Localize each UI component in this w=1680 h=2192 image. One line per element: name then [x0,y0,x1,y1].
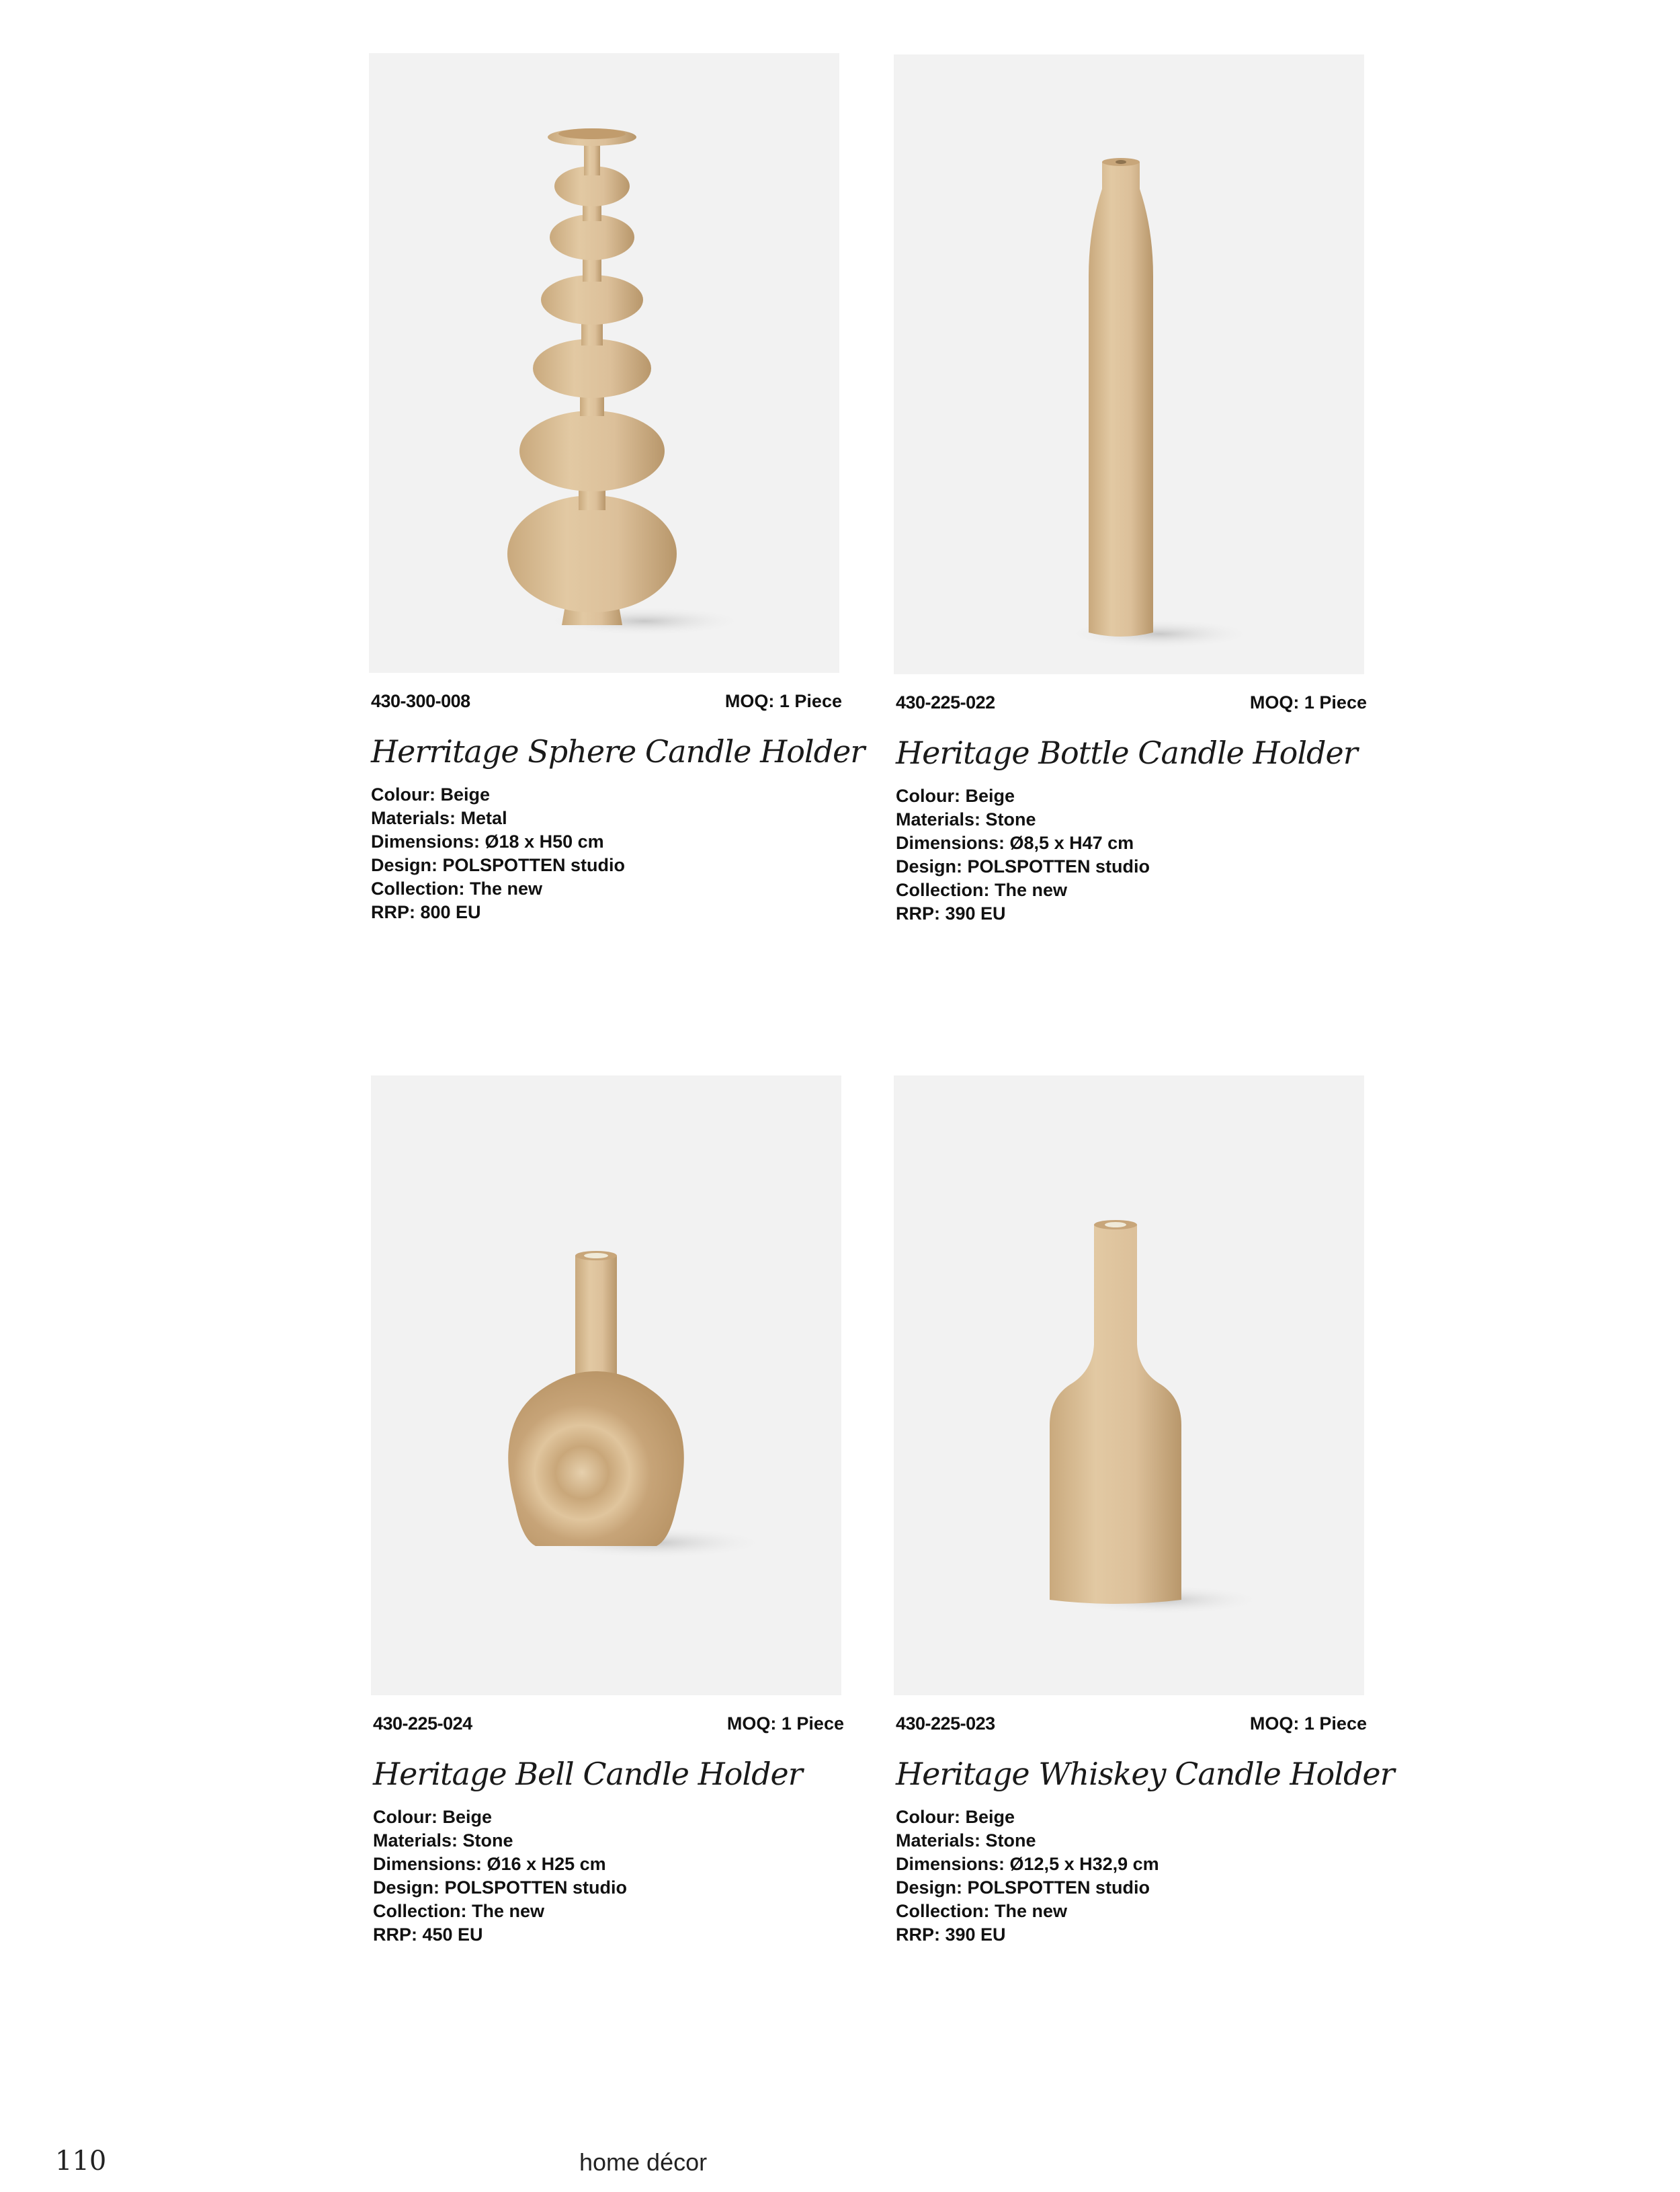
bottle-candle-holder-photo [894,54,1364,674]
spec-colour: Colour: Beige [371,784,491,805]
whiskey-candle-holder-photo [894,1075,1364,1695]
product-sku: 430-225-023 [896,1713,995,1734]
spec-collection: Collection: The new [371,879,543,899]
section-label: home décor [579,2148,708,2176]
spec-colour: Colour: Beige [896,1807,1015,1827]
product-moq: MOQ: 1 Piece [724,690,842,711]
spec-design: Design: POLSPOTTEN studio [373,1877,628,1898]
spec-colour: Colour: Beige [373,1807,493,1827]
product-moq: MOQ: 1 Piece [1249,692,1367,713]
product-specs [896,784,1150,926]
spec-collection: Collection: The new [373,1901,545,1921]
spec-design: Design: POLSPOTTEN studio [896,856,1150,877]
spec-materials: Materials: Stone [896,1830,1036,1851]
spec-rrp: RRP: 390 EU [896,1924,1006,1945]
spec-colour: Colour: Beige [896,786,1015,806]
product-sku: 430-300-008 [371,690,470,711]
spec-rrp: RRP: 450 EU [373,1924,483,1945]
product-moq: MOQ: 1 Piece [1249,1713,1367,1734]
spec-materials: Materials: Stone [896,809,1036,829]
spec-dimensions: Dimensions: Ø16 x H25 cm [373,1854,606,1874]
product-title: Heritage Whiskey Candle Holder [896,1756,1394,1792]
page-number: 110 [55,2146,107,2177]
product-meta-row [373,1710,844,1737]
product-meta-row [896,1710,1367,1737]
spec-rrp: RRP: 800 EU [371,902,481,922]
spec-dimensions: Dimensions: Ø18 x H50 cm [371,831,604,852]
product-meta-row [896,689,1367,716]
bell-candle-holder-photo [371,1075,841,1695]
product-moq: MOQ: 1 Piece [726,1713,844,1734]
product-specs [371,783,625,924]
spec-rrp: RRP: 390 EU [896,903,1006,924]
spec-collection: Collection: The new [896,1901,1068,1921]
product-title: Heritage Bell Candle Holder [373,1756,802,1792]
product-title: Herritage Sphere Candle Holder [371,733,865,770]
product-title: Heritage Bottle Candle Holder [896,735,1357,771]
spec-collection: Collection: The new [896,880,1068,900]
product-specs [373,1805,627,1947]
spec-dimensions: Dimensions: Ø12,5 x H32,9 cm [896,1854,1159,1874]
spec-design: Design: POLSPOTTEN studio [371,855,626,875]
sphere-candle-holder-photo [369,53,839,673]
spec-materials: Materials: Metal [371,808,507,828]
spec-design: Design: POLSPOTTEN studio [896,1877,1150,1898]
product-sku: 430-225-024 [373,1713,472,1734]
product-meta-row [371,688,842,715]
product-sku: 430-225-022 [896,692,995,713]
spec-dimensions: Dimensions: Ø8,5 x H47 cm [896,833,1134,853]
product-specs [896,1805,1159,1947]
spec-materials: Materials: Stone [373,1830,513,1851]
